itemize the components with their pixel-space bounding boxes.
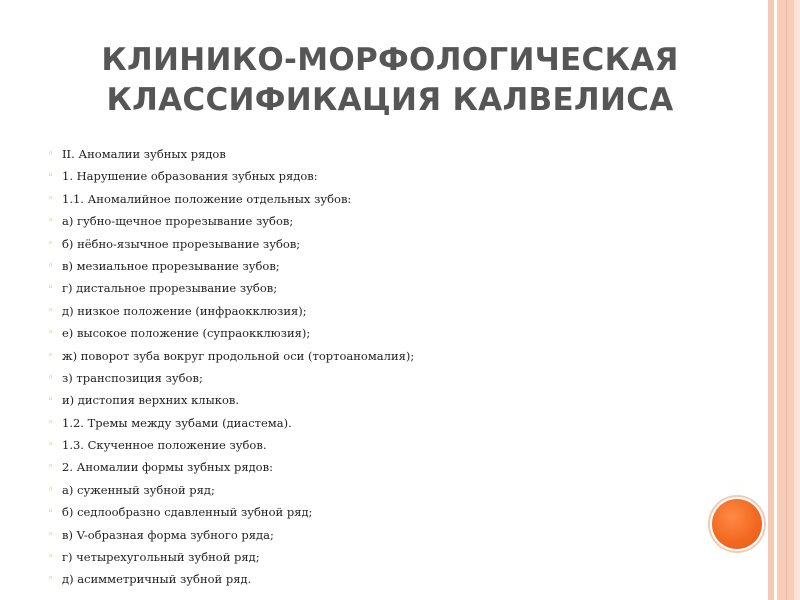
list-item-text: в) V-образная форма зубного ряда;: [62, 527, 274, 542]
decorative-stripe: [794, 0, 800, 600]
bullet-icon: ◦: [48, 372, 54, 383]
list-item: [48, 367, 748, 389]
bullet-icon: ◦: [48, 328, 54, 339]
list-item: [48, 143, 748, 165]
list-item: [48, 188, 748, 210]
bullet-icon: ◦: [48, 552, 54, 563]
list-item: [48, 524, 748, 546]
list-item: [48, 501, 748, 523]
bullet-icon: ◦: [48, 350, 54, 361]
list-item-text: II. Аномалии зубных рядов: [62, 147, 226, 161]
list-item-text: 2. Аномалии формы зубных рядов:: [62, 460, 273, 475]
list-item-text: а) губно-щечное прорезывание зубов;: [62, 214, 294, 229]
bullet-icon: ◦: [48, 238, 54, 249]
slide-title-line-2: КЛАССИФИКАЦИЯ КАЛВЕЛИСА: [106, 82, 674, 118]
list-item: [48, 456, 748, 478]
bullet-icon: ◦: [48, 193, 54, 204]
bullet-icon: ◦: [48, 440, 54, 451]
list-item: [48, 568, 748, 590]
list-item: [48, 165, 748, 187]
list-item-text: д) низкое положение (инфраокклюзия);: [62, 303, 307, 318]
list-item-text: б) нёбно-язычное прорезывание зубов;: [62, 236, 301, 251]
bullet-icon: ◦: [48, 529, 54, 540]
list-item: [48, 322, 748, 344]
list-item-text: з) транспозиция зубов;: [62, 370, 203, 385]
slide-title: [40, 40, 740, 120]
list-item-text: 1.1. Аномалийное положение отдельных зубов:: [62, 191, 352, 206]
list-item-text: е) высокое положение (супраокклюзия);: [62, 326, 311, 341]
list-item-text: г) четырехугольный зубной ряд;: [62, 550, 260, 565]
bullet-list: [48, 143, 748, 591]
list-item: [48, 345, 748, 367]
decorative-stripe-line: [786, 0, 787, 600]
list-item-text: 1. Нарушение образования зубных рядов:: [62, 169, 318, 184]
bullet-icon: ◦: [48, 395, 54, 406]
list-item-text: и) дистопия верхних клыков.: [62, 393, 240, 408]
list-item: [48, 389, 748, 411]
list-item: [48, 233, 748, 255]
list-item: [48, 546, 748, 568]
bullet-icon: ◦: [48, 305, 54, 316]
list-item: [48, 412, 748, 434]
list-item: [48, 210, 748, 232]
bullet-icon: ◦: [48, 417, 54, 428]
bullet-icon: ◦: [48, 574, 54, 585]
list-item-text: б) седлообразно сдавленный зубной ряд;: [62, 505, 313, 520]
bullet-icon: ◦: [48, 149, 54, 159]
list-item-text: г) дистальное прорезывание зубов;: [62, 281, 278, 296]
list-item: [48, 255, 748, 277]
bullet-icon: ◦: [48, 171, 54, 182]
list-item-text: 1.3. Скученное положение зубов.: [62, 438, 267, 453]
list-item-text: ж) поворот зуба вокруг продольной оси (тортоаномалия);: [62, 348, 415, 363]
bullet-icon: ◦: [48, 216, 54, 227]
bullet-icon: ◦: [48, 260, 54, 271]
list-item: [48, 300, 748, 322]
slide-title-line-1: КЛИНИКО-МОРФОЛОГИЧЕСКАЯ: [101, 42, 679, 78]
list-item: [48, 479, 748, 501]
list-item-text: а) суженный зубной ряд;: [62, 482, 215, 497]
list-item: [48, 277, 748, 299]
orange-circle-decoration: [712, 499, 762, 549]
list-item-text: д) асимметричный зубной ряд.: [62, 572, 252, 587]
bullet-icon: ◦: [48, 507, 54, 518]
list-item-text: 1.2. Тремы между зубами (диастема).: [62, 415, 292, 430]
bullet-icon: ◦: [48, 283, 54, 294]
bullet-icon: ◦: [48, 462, 54, 473]
list-item: [48, 434, 748, 456]
list-item-text: в) мезиальное прорезывание зубов;: [62, 258, 280, 273]
bullet-icon: ◦: [48, 484, 54, 495]
